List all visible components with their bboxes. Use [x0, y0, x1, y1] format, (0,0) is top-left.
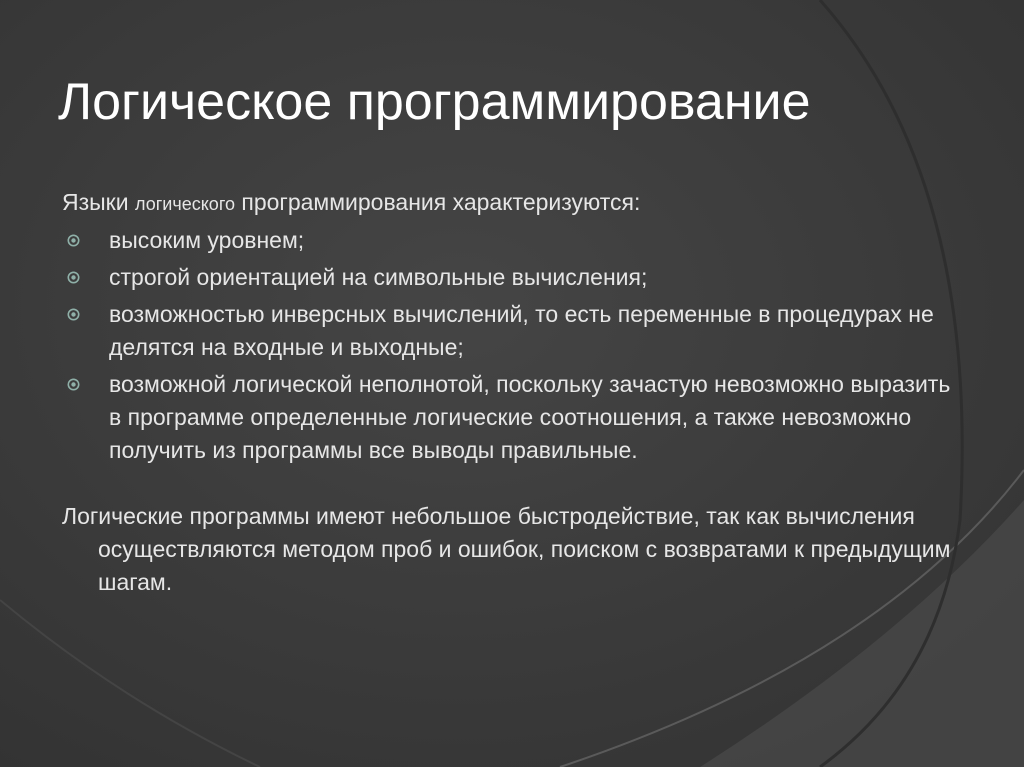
intro-line	[62, 186, 962, 221]
bullet-item	[62, 224, 962, 257]
circle-bullet-icon	[67, 271, 80, 284]
intro-part-3: программирования характеризуются:	[235, 189, 641, 215]
closing-paragraph: Логические программы имеют небольшое быстродействие, так как вычисления осуществляются методом проб и ошибок, поиском с возвратами к предыдущим шагам.	[62, 503, 951, 595]
slide-title: Логическое программирование	[58, 73, 811, 131]
bullet-text: возможностью инверсных вычислений, то есть переменные в процедурах не делятся на входные и выходные;	[109, 301, 934, 360]
bullet-item	[62, 368, 962, 467]
bullet-text: высоким уровнем;	[109, 227, 305, 253]
circle-bullet-icon	[67, 308, 80, 321]
bullet-item	[62, 261, 962, 294]
intro-part-1: Языки	[62, 189, 135, 215]
circle-bullet-icon	[67, 234, 80, 247]
bullet-item	[62, 298, 962, 364]
bullet-text: строгой ориентацией на символьные вычисления;	[109, 264, 648, 290]
bullet-list	[62, 224, 962, 467]
slide-body	[62, 186, 962, 599]
intro-part-2: логического	[135, 194, 235, 214]
bullet-text: возможной логической неполнотой, поскольку зачастую невозможно выразить в программе определенные логические соотношения, а также невозможно получить из программы все выводы правильные.	[109, 371, 951, 463]
circle-bullet-icon	[67, 378, 80, 391]
